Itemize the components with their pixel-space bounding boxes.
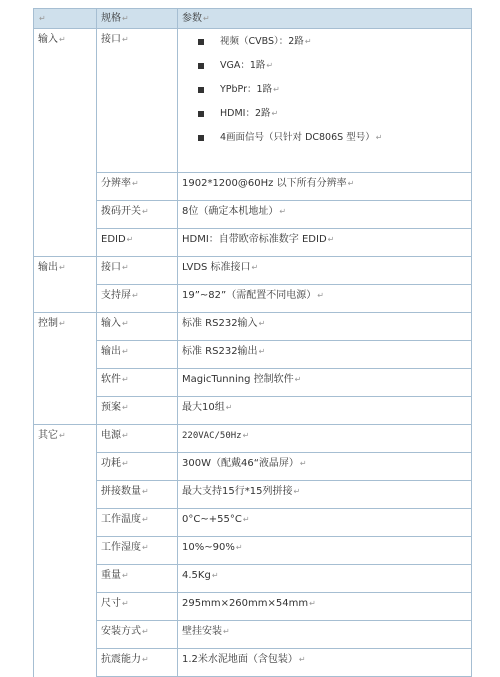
table-header-row	[34, 9, 472, 29]
table-row	[34, 509, 472, 537]
table-row	[34, 29, 472, 173]
table-row	[34, 173, 472, 201]
table-row	[34, 397, 472, 425]
list-item: HDMI：2路↵	[198, 105, 467, 129]
list-item: 4画面信号（只针对 DC806S 型号）↵	[198, 129, 467, 153]
spec-value-interface-list	[178, 29, 472, 173]
spec-label: 功耗↵	[97, 453, 178, 481]
table-row	[34, 229, 472, 257]
category-input: 输入↵	[34, 29, 97, 257]
category-output: 输出↵	[34, 257, 97, 313]
square-bullet-icon	[198, 111, 204, 117]
spec-label: 支持屏↵	[97, 285, 178, 313]
spec-value: 0°C~+55°C↵	[178, 509, 472, 537]
spec-value: HDMI：自带欧帝标准数字 EDID↵	[178, 229, 472, 257]
spec-value: 300W（配戴46“液晶屏）↵	[178, 453, 472, 481]
spec-label: 分辨率↵	[97, 173, 178, 201]
spec-label: 工作湿度↵	[97, 537, 178, 565]
spec-value: 壁挂安装↵	[178, 621, 472, 649]
spec-value: LVDS 标准接口↵	[178, 257, 472, 285]
table-row	[34, 593, 472, 621]
header-cell-spec: 规格↵	[97, 9, 178, 29]
square-bullet-icon	[198, 39, 204, 45]
spec-value: 19”~82”（需配置不同电源）↵	[178, 285, 472, 313]
table-row	[34, 425, 472, 453]
table-row	[34, 257, 472, 285]
table-row	[34, 537, 472, 565]
table-row	[34, 341, 472, 369]
spec-value: 标准 RS232输入↵	[178, 313, 472, 341]
list-item: VGA：1路↵	[198, 57, 467, 81]
table-row	[34, 453, 472, 481]
spec-value: 最大10组↵	[178, 397, 472, 425]
spec-label: 安装方式↵	[97, 621, 178, 649]
spec-label: 工作温度↵	[97, 509, 178, 537]
spec-label: 抗震能力↵	[97, 649, 178, 677]
spec-value: 220VAC/50Hz↵	[178, 425, 472, 453]
spec-label: 尺寸↵	[97, 593, 178, 621]
table-row	[34, 649, 472, 677]
header-cell-blank	[34, 9, 97, 29]
table-row	[34, 369, 472, 397]
spec-label: 拨码开关↵	[97, 201, 178, 229]
table-row	[34, 285, 472, 313]
spec-label: EDID↵	[97, 229, 178, 257]
spec-value: MagicTunning 控制软件↵	[178, 369, 472, 397]
spec-label: 电源↵	[97, 425, 178, 453]
header-cell-params: 参数↵	[178, 9, 472, 29]
spec-value: 4.5Kg↵	[178, 565, 472, 593]
table-row	[34, 201, 472, 229]
spec-label: 输入↵	[97, 313, 178, 341]
return-mark-icon: ↵	[39, 13, 46, 23]
square-bullet-icon	[198, 135, 204, 141]
spec-label: 重量↵	[97, 565, 178, 593]
spec-value: 1.2米水泥地面（含包装）↵	[178, 649, 472, 677]
interface-bullet-list	[182, 29, 467, 153]
spec-value: 8位（确定本机地址）↵	[178, 201, 472, 229]
spec-label: 输出↵	[97, 341, 178, 369]
category-other: 其它↵	[34, 425, 97, 677]
table-row	[34, 565, 472, 593]
spec-label: 拼接数量↵	[97, 481, 178, 509]
square-bullet-icon	[198, 63, 204, 69]
list-item: 视频（CVBS）：2路↵	[198, 33, 467, 57]
spec-label: 预案↵	[97, 397, 178, 425]
spec-value: 1902*1200@60Hz 以下所有分辨率↵	[178, 173, 472, 201]
square-bullet-icon	[198, 87, 204, 93]
table-row	[34, 621, 472, 649]
table-row	[34, 313, 472, 341]
category-control: 控制↵	[34, 313, 97, 425]
spec-label: 接口↵	[97, 257, 178, 285]
spec-value: 标准 RS232输出↵	[178, 341, 472, 369]
table-row	[34, 481, 472, 509]
spec-table	[33, 8, 472, 677]
spec-value: 10%~90%↵	[178, 537, 472, 565]
list-item: YPbPr：1路↵	[198, 81, 467, 105]
spec-label-interface: 接口↵	[97, 29, 178, 173]
spec-value: 最大支持15行*15列拼接↵	[178, 481, 472, 509]
spec-value: 295mm×260mm×54mm↵	[178, 593, 472, 621]
spec-label: 软件↵	[97, 369, 178, 397]
